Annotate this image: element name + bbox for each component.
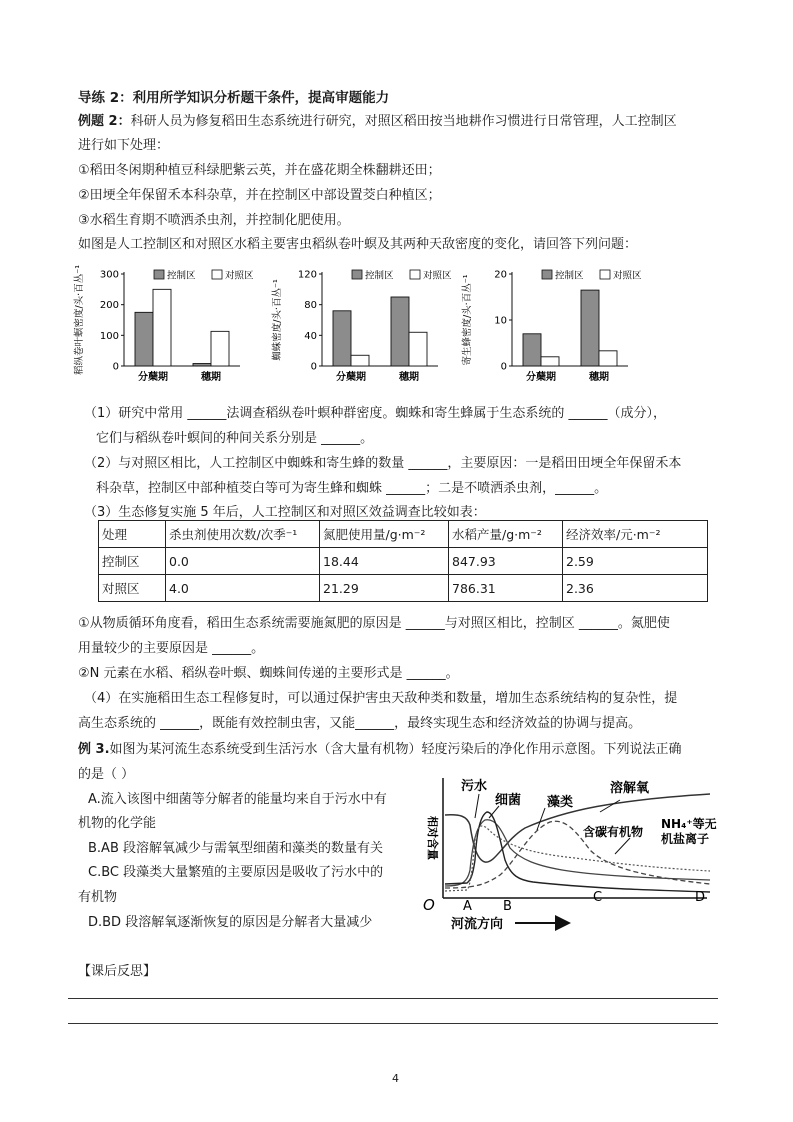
benefit-table bbox=[98, 520, 708, 602]
table-cell: 21.29 bbox=[320, 575, 449, 602]
ex3-line-1: 例 3.如图为某河流生态系统受到生活污水（含大量有机物）轻度污染后的净化作用示意图。下列说法正确 bbox=[78, 742, 682, 757]
point-o: O bbox=[423, 896, 435, 914]
y-axis-label: 稻纵卷叶螟密度/头·百丛⁻¹ bbox=[74, 264, 85, 376]
ex2-intro-1: 例题 2：科研人员为修复稻田生态系统进行研究，对照区稻田按当地耕作习惯进行日常管理，人工控制区 bbox=[78, 114, 677, 129]
bacteria-label: 细菌 bbox=[495, 793, 522, 808]
q4-line-1: （4）在实施稻田生态工程修复时，可以通过保护害虫天敌种类和数量，增加生态系统结构的复杂性，提 bbox=[84, 691, 678, 706]
point-c: C bbox=[593, 890, 603, 905]
table-cell: 对照区 bbox=[99, 575, 166, 602]
option-c-line-1: C.BC 段藻类大量繁殖的主要原因是吸收了污水中的 bbox=[88, 865, 384, 880]
table-header-row bbox=[99, 521, 708, 548]
table-row bbox=[99, 548, 708, 575]
option-a-line-2: 机物的化学能 bbox=[78, 816, 157, 831]
table-header: 氮肥使用量/g·m⁻² bbox=[320, 521, 449, 548]
y-tick-label: 0 bbox=[310, 361, 317, 373]
bar bbox=[541, 357, 559, 366]
bar bbox=[523, 334, 541, 366]
ex2-item-1: ①稻田冬闲期种植豆科绿肥紫云英，并在盛花期全株翻耕还田； bbox=[78, 163, 441, 178]
reflection-heading: 【课后反思】 bbox=[78, 964, 157, 979]
algae-label: 藻类 bbox=[547, 795, 574, 810]
ex3-label: 例 3. bbox=[78, 742, 110, 757]
y-axis-label: 蜘蛛密度/头·百丛⁻¹ bbox=[272, 279, 283, 361]
table-header: 杀虫剂使用次数/次季⁻¹ bbox=[166, 521, 320, 548]
table-cell: 4.0 bbox=[166, 575, 320, 602]
q1-line-1: （1）研究中常用 ______法调查稻纵卷叶螟种群密度。蜘蛛和寄生蜂属于生态系统的 ______（成分）， bbox=[84, 406, 667, 421]
y-tick-label: 80 bbox=[304, 300, 317, 312]
sewage-label: 污水 bbox=[461, 779, 488, 794]
y-axis-label: 寄生蜂密度/头·百丛⁻¹ bbox=[462, 274, 473, 366]
q2-line-2: 科杂草，控制区中部种植茭白等可为寄生蜂和蜘蛛 ______；二是不喷洒杀虫剂，______。 bbox=[96, 481, 608, 496]
legend-label: 控制区 bbox=[365, 270, 394, 282]
legend-swatch bbox=[154, 270, 164, 279]
legend-label: 对照区 bbox=[613, 270, 642, 282]
legend-label: 控制区 bbox=[555, 270, 584, 282]
option-c-line-2: 有机物 bbox=[78, 890, 118, 905]
figure-caption: 如图是人工控制区和对照区水稻主要害虫稻纵卷叶螟及其两种天敌密度的变化，请回答下列问题： bbox=[78, 237, 638, 252]
y-tick-label: 300 bbox=[99, 269, 119, 281]
legend-label: 控制区 bbox=[167, 270, 196, 282]
ex2-intro-2: 进行如下处理： bbox=[78, 138, 170, 153]
table-header: 水稻产量/g·m⁻² bbox=[449, 521, 563, 548]
river-purification-figure bbox=[415, 770, 725, 938]
point-b: B bbox=[503, 899, 512, 914]
category-label: 分蘖期 bbox=[526, 372, 556, 383]
point-a: A bbox=[463, 899, 472, 914]
ex3-line-2: 的是（ ） bbox=[78, 767, 135, 782]
legend-swatch bbox=[542, 270, 552, 279]
y-tick-label: 0 bbox=[112, 361, 119, 373]
ex2-label: 例题 2： bbox=[78, 114, 131, 129]
table-cell: 786.31 bbox=[449, 575, 563, 602]
flow-label: 河流方向 bbox=[451, 917, 504, 932]
pest-density-charts bbox=[70, 262, 720, 392]
bar bbox=[135, 312, 153, 366]
table-cell: 847.93 bbox=[449, 548, 563, 575]
ions-label-1: NH₄⁺等无 bbox=[661, 817, 717, 831]
q3-sub1-line-1: ①从物质循环角度看，稻田生态系统需要施氮肥的原因是 ______与对照区相比，控制区 ______。氮肥使 bbox=[78, 616, 670, 631]
organic-label: 含碳有机物 bbox=[583, 825, 644, 839]
category-label: 分蘖期 bbox=[138, 372, 168, 383]
bar bbox=[599, 351, 617, 366]
bar bbox=[581, 290, 599, 366]
bar bbox=[391, 297, 409, 366]
table-cell: 18.44 bbox=[320, 548, 449, 575]
y-tick-label: 10 bbox=[494, 315, 507, 327]
y-tick-label: 100 bbox=[99, 330, 119, 342]
bar bbox=[409, 332, 427, 366]
q4-line-2: 高生态系统的 ______，既能有效控制虫害，又能______，最终实现生态和经济效益的协调与提高。 bbox=[78, 716, 642, 731]
q3-sub1-line-2: 用量较少的主要原因是 ______。 bbox=[78, 641, 265, 656]
point-d: D bbox=[695, 890, 706, 905]
legend-label: 对照区 bbox=[423, 270, 452, 282]
y-tick-label: 40 bbox=[304, 330, 317, 342]
q2-line-1: （2）与对照区相比，人工控制区中蜘蛛和寄生蜂的数量 ______，主要原因：一是稻田田埂全年保留禾本 bbox=[84, 456, 682, 471]
bar bbox=[211, 331, 229, 366]
ex2-item-2: ②田埂全年保留禾本科杂草，并在控制区中部设置茭白种植区； bbox=[78, 188, 441, 203]
y-tick-label: 20 bbox=[494, 269, 507, 281]
legend-swatch bbox=[352, 270, 362, 279]
answer-line bbox=[68, 1023, 718, 1024]
table-cell: 控制区 bbox=[99, 548, 166, 575]
q1-line-2: 它们与稻纵卷叶螟间的种间关系分别是 ______。 bbox=[96, 431, 374, 446]
legend-swatch bbox=[600, 270, 610, 279]
y-axis-label: 相对含量 bbox=[426, 816, 439, 860]
table-cell: 2.36 bbox=[563, 575, 708, 602]
legend-swatch bbox=[410, 270, 420, 279]
page-number: 4 bbox=[392, 1072, 399, 1085]
y-tick-label: 200 bbox=[99, 300, 119, 312]
category-label: 穗期 bbox=[399, 372, 419, 383]
option-d: D.BD 段溶解氧逐渐恢复的原因是分解者大量减少 bbox=[88, 915, 373, 930]
category-label: 穗期 bbox=[589, 372, 609, 383]
option-a-line-1: A.流入该图中细菌等分解者的能量均来自于污水中有 bbox=[88, 792, 387, 807]
q3-line-1: （3）生态修复实施 5 年后，人工控制区和对照区效益调查比较如表： bbox=[84, 505, 486, 520]
ions-label-2: 机盐离子 bbox=[661, 832, 710, 846]
option-b: B.AB 段溶解氧减少与需氧型细菌和藻类的数量有关 bbox=[88, 841, 383, 856]
table-cell: 0.0 bbox=[166, 548, 320, 575]
legend-label: 对照区 bbox=[225, 270, 254, 282]
bar bbox=[193, 364, 211, 366]
table-row bbox=[99, 575, 708, 602]
oxygen-label: 溶解氧 bbox=[610, 781, 650, 796]
table-header: 处理 bbox=[99, 521, 166, 548]
y-tick-label: 0 bbox=[500, 361, 507, 373]
category-label: 分蘖期 bbox=[336, 372, 366, 383]
legend-swatch bbox=[212, 270, 222, 279]
ex2-item-3: ③水稻生育期不喷洒杀虫剂，并控制化肥使用。 bbox=[78, 213, 350, 228]
q3-sub2: ②N 元素在水稻、稻纵卷叶螟、蜘蛛间传递的主要形式是 ______。 bbox=[78, 666, 459, 681]
bar bbox=[333, 311, 351, 366]
y-tick-label: 120 bbox=[297, 269, 317, 281]
category-label: 穗期 bbox=[201, 372, 221, 383]
section-heading: 导练 2：利用所学知识分析题干条件，提高审题能力 bbox=[78, 90, 390, 106]
answer-line bbox=[68, 998, 718, 999]
bar bbox=[153, 289, 171, 366]
table-cell: 2.59 bbox=[563, 548, 708, 575]
table-header: 经济效率/元·m⁻² bbox=[563, 521, 708, 548]
bar bbox=[351, 355, 369, 366]
